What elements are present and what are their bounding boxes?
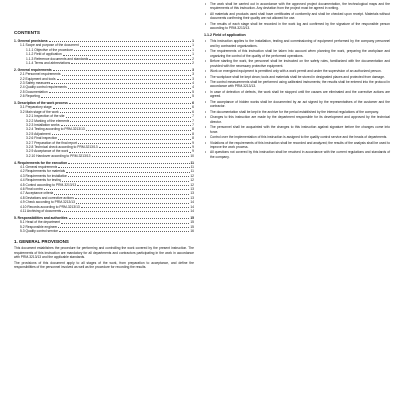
toc-entry-title: 4.11 Archiving of documents [20,208,62,213]
bullet-text: This instruction applies to the installation, testing and commissioning of equipment performed by the company personnel and by contracted organizations. [210,39,390,48]
toc-leader-dots [68,176,189,177]
toc-entry-page: 7 [192,118,194,123]
toc-entry-page: 5 [192,94,194,99]
toc-entry-page: 1 [192,38,194,43]
toc-entry-title: 4.8 Deviations and corrective actions [20,195,74,200]
bullet-icon: • [205,140,207,145]
toc-leader-dots [89,59,191,60]
bullet-item [204,115,390,124]
toc-leader-dots [61,125,192,126]
toc-entry-page: 13 [190,195,194,200]
toc-entry-page: 3 [192,76,194,81]
table-of-contents [14,39,194,233]
bullet-item [204,69,390,73]
toc-entry-page: 12 [190,178,194,183]
toc-leader-dots [69,218,190,219]
bullet-icon: • [205,11,207,16]
toc-entry-title: 2. General requirements [14,67,52,72]
toc-entry[interactable] [14,209,194,213]
toc-entry-title: 4.5 Control according to PRM-3213/13 [20,182,77,187]
toc-entry-page: 4 [192,85,194,90]
toc-leader-dots [53,70,191,71]
toc-entry-title: 5.1 Head of the department [20,220,61,225]
toc-entry-page: 13 [190,186,194,191]
bullet-icon: • [205,2,207,6]
toc-leader-dots [54,194,189,195]
bullet-item [204,49,390,58]
bullet-item [204,150,390,159]
toc-entry-title: 3.2.8 Technical check according to PRM-3213/13 [26,144,98,149]
bullet-icon: • [205,80,207,85]
toc-entry-page: 2 [192,60,194,65]
bullet-text: The workplace shall be kept clean; tools and materials shall be stored in designated places and protected from damage. [210,74,385,79]
toc-entry-page: 14 [190,204,194,209]
toc-entry-title: 4.7 Acceptance criteria [20,191,54,196]
bullet-item [204,2,390,11]
bullet-item [204,75,390,79]
bullet-icon: • [205,109,207,114]
toc-entry-page: 7 [192,114,194,119]
bullet-text: Violations of the requirements of this instruction shall be recorded and analyzed; the results of the analysis shall be used to improve the work process. [210,140,390,149]
toc-leader-dots [41,97,191,98]
toc-entry-page: 1 [192,52,194,57]
toc-entry-title: 2.2 Equipment and tools [20,76,56,81]
toc-entry-page: 13 [190,191,194,196]
bullet-list [204,39,390,159]
toc-leader-dots [70,121,191,122]
top-bullet-list [204,2,390,30]
toc-leader-dots [63,55,191,56]
bullet-text: All questions not covered by this instruction shall be resolved in accordance with the current regulations and standards of the company. [210,150,390,159]
bullet-icon: • [205,39,207,44]
bullet-text: The control measurements shall be performed using calibrated instruments; the results shall be entered into the protocol in accordance with PRM-3213/13. [210,80,390,89]
toc-leader-dots [76,203,189,204]
bullet-text: The results of each stage shall be recorded in the work log and confirmed by the signature of the responsible person according to PRM-3213/13. [210,21,390,31]
bullet-item [204,90,390,99]
toc-leader-dots [80,46,192,47]
toc-group [14,68,194,99]
toc-leader-dots [77,185,189,186]
left-body-text [14,246,194,269]
bullet-item [204,110,390,114]
toc-entry-title: 3.2.1 Inspection of the site [26,114,65,119]
toc-leader-dots [62,75,192,76]
toc-entry[interactable] [14,94,194,98]
bullet-item [204,12,390,21]
toc-entry-title: 1.1 Scope and purpose of the document [20,43,79,48]
toc-leader-dots [44,189,189,190]
bullet-text: The work shall be carried out in accordance with the approved project documentation, the technological maps and the requirements of this instruction. Any deviation from the project must be agreed in writing. [210,2,390,11]
toc-entry-title: 1.1.3 Reference documents and standards [26,56,89,61]
bullet-text: In case of detection of defects, the work shall be stopped until the causes are eliminated and the corrective actions are agreed. [210,90,390,99]
toc-entry-page: 9 [192,149,194,154]
bullet-text: Control over the implementation of this instruction is assigned to the quality control service and the heads of departments. [210,135,388,140]
toc-entry-title: 4.1 General requirements [20,165,58,170]
toc-entry-page: 3 [192,67,194,72]
toc-entry-page: 6 [192,109,194,114]
toc-group [14,216,194,234]
toc-leader-dots [58,227,189,228]
toc-entry-page: 2 [192,56,194,61]
toc-entry-title: 3.1 Preparatory stage [20,105,52,110]
toc-entry-page: 12 [190,182,194,187]
toc-entry-title: 5. Responsibilities and authorities [14,215,68,220]
toc-group [14,161,194,214]
toc-group [14,101,194,158]
toc-leader-dots [58,167,189,168]
toc-entry-page: 4 [192,81,194,85]
toc-entry-title: 4.4 Requirements for testing [20,178,62,183]
bullet-text: The acceptance of hidden works shall be documented by an act signed by the representatives of the customer and the contractor. [210,99,390,109]
toc-entry-title: 4.3 Requirements for installation [20,173,68,178]
toc-leader-dots [69,152,191,153]
toc-leader-dots [52,131,194,136]
toc-heading: CONTENTS [14,30,41,35]
toc-entry-title: 1.1.1 Objective of the procedure [26,47,73,52]
bullet-icon: • [205,74,207,79]
bullet-item [204,141,390,150]
toc-entry-page: 9 [192,144,194,149]
bullet-icon: • [205,150,207,155]
toc-leader-dots [62,211,189,212]
toc-entry-page: 15 [190,224,194,229]
toc-leader-dots [66,172,189,173]
toc-entry-page: 15 [190,220,194,225]
body-paragraph: The provisions of this document apply to all stages of the work, from preparation to acceptance, and define the responsibilities of the personnel involved as well as the procedure for recording the results. [14,261,194,270]
bullet-item [204,22,390,31]
bullet-icon: • [205,69,207,74]
toc-entry-title: 3.2.10 Handover according to PRM-3213/13 [26,153,91,158]
toc-leader-dots [71,63,191,64]
toc-entry-page: 11 [190,169,194,174]
toc-entry-title: 3.2.5 Adjustment [26,131,51,136]
toc-entry-page: 6 [192,101,194,106]
toc-entry-page: 12 [190,173,194,178]
toc-entry-page: 3 [192,72,194,77]
bullet-item [204,135,390,139]
toc-entry-page: 5 [192,89,194,94]
toc-entry-title: 5.3 Quality control service [20,229,58,233]
bullet-text: The documentation shall be kept in the archive for the period established by the internal regulations of the company. [210,109,379,114]
right-column [204,2,390,160]
toc-entry-title: 5.2 Responsible engineer [20,224,58,229]
toc-leader-dots [58,139,191,140]
toc-entry-title: 3.2.6 Final inspection [26,136,58,141]
toc-entry-page: 8 [192,131,194,136]
toc-leader-dots [59,231,189,232]
toc-leader-dots [66,117,192,118]
toc-entry-title: 4.6 Final control [20,186,44,191]
toc-entry-page: 11 [190,165,194,170]
bullet-item [204,125,390,134]
toc-entry-page: 14 [190,208,194,213]
toc-entry-page: 16 [190,229,194,233]
toc-leader-dots [62,181,189,182]
toc-entry-page: 1 [192,47,194,52]
toc-entry[interactable] [14,61,194,65]
bullet-text: Changes to this instruction are made by the department responsible for its development and approved by the technical director. [210,115,390,124]
section-title: 1. GENERAL PROVISIONS [14,239,69,245]
toc-entry-title: 1.1.4 Terms and abbreviations [26,60,71,65]
bullet-item [204,59,390,68]
toc-entry-title: 4.10 Records according to PRM-3213/13 [20,204,80,209]
toc-leader-dots [99,144,194,149]
toc-leader-dots [57,76,194,81]
bullet-icon: • [205,59,207,64]
toc-entry-title: 1. General provisions [14,38,48,43]
toc-leader-dots [92,156,190,157]
toc-entry-page: 7 [192,123,194,128]
toc-entry-title: 3.2.3 Installation works [26,123,60,128]
bullet-icon: • [205,115,207,120]
bullet-icon: • [205,125,207,130]
bullet-icon: • [205,21,207,26]
bullet-icon: • [205,49,207,54]
toc-entry-title: 1.1.2 Field of application [26,52,62,57]
toc-leader-dots [51,83,191,84]
bullet-text: Work on energized equipment is permitted only with a work permit and under the supervision of an authorized person. [210,69,382,74]
toc-leader-dots [86,130,191,131]
toc-leader-dots [60,112,191,113]
toc-entry[interactable] [14,229,194,233]
toc-leader-dots [68,163,189,164]
body-paragraph: This document establishes the procedure for performing and controlling the work covered by the present instruction. The requirements of this instruction are mandatory for all departments and contractors participating in the work in accordance with PRM-3213/13 and the applicable standards. [14,246,194,260]
bullet-icon: • [205,90,207,94]
toc-entry-title: 2.4 Quality control requirements [20,85,67,90]
toc-entry-title: 2.6 Reporting [20,94,40,99]
toc-entry-title: 4. Requirements for the execution [14,160,68,165]
left-column [14,22,194,271]
toc-entry-page: 8 [192,127,194,132]
bullet-item [204,80,390,89]
toc-leader-dots [68,88,191,89]
toc-entry-page: 8 [192,136,194,141]
toc-group [14,39,194,65]
toc-entry-page: 11 [190,160,194,165]
toc-leader-dots [53,108,191,109]
subsection-title: 1.1.2 Field of application [204,33,246,38]
toc-leader-dots [74,50,191,51]
bullet-icon: • [205,135,207,140]
toc-entry-title: 4.9 Check according to PRM-3213/13 [20,200,75,205]
bullet-text: All materials and products used shall have certificates of conformity and shall be checked upon receipt. Materials without documents confirming their quality are not allowed for use. [210,11,390,21]
toc-leader-dots [49,92,191,93]
toc-leader-dots [78,143,191,144]
toc-leader-dots [69,103,191,104]
toc-entry-title: 3.2.7 Preparation of the final report [26,140,77,145]
toc-entry-page: 6 [192,105,194,110]
toc-entry-title: 3.2.9 Acceptance of the work [26,149,69,154]
toc-entry-page: 15 [190,215,194,220]
toc-entry-title: 3.2 Main stage of the work [20,109,59,114]
toc-entry-page: 10 [190,153,194,158]
toc-entry-title: 3.2.4 Testing according to PRM-3213/13 [26,127,85,132]
toc-entry-title: 2.5 Documentation [20,89,48,94]
bullet-text: Before starting the work, the personnel shall be instructed on the safety rules, familiarized with the documentation and provided with the necessary protective equipment. [210,59,390,68]
toc-entry-title: 4.2 Requirements for materials [20,169,66,174]
bullet-text: The requirements of this instruction shall be taken into account when planning the work, preparing the workplace and organizing the control of the quality of the performed operations. [210,49,390,58]
toc-entry-title: 2.1 Personnel requirements [20,72,61,77]
bullet-text: The personnel shall be acquainted with the changes to this instruction against signature before the changes come into force. [210,125,390,134]
toc-leader-dots [81,207,190,208]
toc-leader-dots [75,198,189,199]
toc-leader-dots [49,38,194,43]
bullet-item [204,100,390,109]
toc-entry-page: 9 [192,140,194,145]
bullet-item [204,39,390,48]
toc-entry-page: 1 [192,43,194,48]
toc-entry-title: 3.2.2 Marking of the elements [26,118,70,123]
toc-entry-title: 2.3 Safety measures [20,81,51,85]
bullet-icon: • [205,99,207,104]
toc-entry[interactable] [14,154,194,158]
toc-leader-dots [61,223,189,224]
toc-entry-page: 14 [190,200,194,205]
toc-entry-title: 3. Description of the work process [14,101,68,106]
